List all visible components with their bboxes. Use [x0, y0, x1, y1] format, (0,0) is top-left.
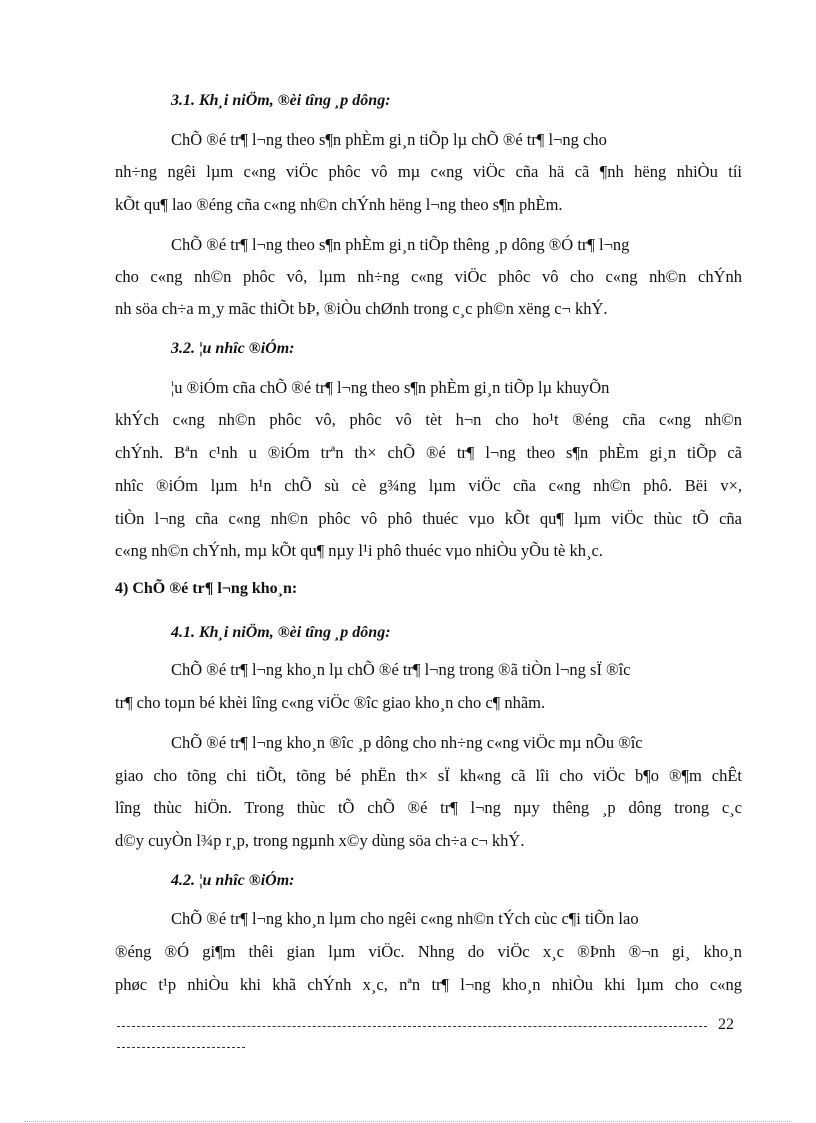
paragraph-line: cho c«ng nh©n phôc vô, lµm nh÷ng c«ng viÖc phôc vô cho c«ng nh©n chÝnh	[115, 267, 742, 286]
paragraph-line: nh÷ng ngêi lµm c«ng viÖc phôc vô mµ c«ng viÖc cña hä cã ¶nh hëng nhiÒu tíi	[115, 162, 742, 181]
heading-4-2: 4.2. ¦u nhîc ®iÓm:	[171, 872, 295, 889]
paragraph-line: kÕt qu¶ lao ®éng cña c«ng nh©n chÝnh hëng l¬ng theo s¶n phÈm.	[115, 195, 563, 214]
paragraph-line: tr¶ cho toµn bé khèi lîng c«ng viÖc ®îc giao kho¸n cho c¶ nhãm.	[115, 693, 546, 712]
heading-4-1: 4.1. Kh¸i niÖm, ®èi tîng ¸p dông:	[171, 624, 391, 641]
paragraph-line: giao cho tõng chi tiÕt, tõng bé phËn th× sÏ kh«ng cã lîi cho viÖc b¶o ®¶m chÊt	[115, 766, 742, 785]
paragraph-line: chÝnh. Bªn c¹nh u ®iÓm trªn th× chÕ ®é tr¶ l¬ng theo s¶n phÈm gi¸n tiÕp cã	[115, 443, 742, 462]
footer-rule	[117, 1026, 707, 1027]
paragraph-line: ChÕ ®é tr¶ l¬ng theo s¶n phÈm gi¸n tiÕp thêng ¸p dông ®Ó tr¶ l¬ng	[171, 235, 630, 254]
paragraph-line: nhîc ®iÓm lµm h¹n chÕ sù cè g¾ng lµm viÖc cña c«ng nh©n phô. Bëi v×,	[115, 476, 742, 495]
paragraph-line: nh söa ch÷a m¸y mãc thiÕt bÞ, ®iÒu chØnh trong c¸c ph©n xëng c¬ khÝ.	[115, 299, 608, 318]
paragraph-line: ChÕ ®é tr¶ l¬ng kho¸n lµm cho ngêi c«ng nh©n tÝch cùc c¶i tiÕn lao	[171, 909, 639, 928]
paragraph-line: ChÕ ®é tr¶ l¬ng theo s¶n phÈm gi¸n tiÕp lµ chÕ ®é tr¶ l¬ng cho	[171, 130, 607, 149]
paragraph-line: d©y cuyÒn l¾p r¸p, trong ngµnh x©y dùng söa ch÷a c¬ khÝ.	[115, 831, 525, 850]
page-number: 22	[718, 1016, 734, 1033]
heading-3-1: 3.1. Kh¸i niÖm, ®èi tîng ¸p dông:	[171, 92, 391, 109]
paragraph-line: khÝch c«ng nh©n phôc vô, phôc vô tèt h¬n cho ho¹t ®éng cña c«ng nh©n	[115, 410, 742, 429]
paragraph-line: ChÕ ®é tr¶ l¬ng kho¸n ®îc ¸p dông cho nh÷ng c«ng viÖc mµ nÕu ®îc	[171, 733, 643, 752]
paragraph-line: lîng thùc hiÖn. Trong thùc tÕ chÕ ®é tr¶ l¬ng nµy thêng ¸p dông trong c¸c	[115, 798, 742, 817]
paragraph-line: phøc t¹p nhiÒu khi khã chÝnh x¸c, nªn tr¶ l¬ng kho¸n nhiÒu khi lµm cho c«ng	[115, 975, 742, 994]
paragraph-line: tiÒn l¬ng cña c«ng nh©n phôc vô phô thuéc vµo kÕt qu¶ lµm viÖc thùc tÕ cña	[115, 509, 742, 528]
paragraph-line: c«ng nh©n chÝnh, mµ kÕt qu¶ nµy l¹i phô thuéc vµo nhiÒu yÕu tè kh¸c.	[115, 541, 603, 560]
paragraph-line: ChÕ ®é tr¶ l¬ng kho¸n lµ chÕ ®é tr¶ l¬ng trong ®ã tiÒn l¬ng sÏ ®îc	[171, 660, 631, 679]
heading-3-2: 3.2. ¦u nhîc ®iÓm:	[171, 340, 295, 357]
paragraph-line: ¦u ®iÓm cña chÕ ®é tr¶ l¬ng theo s¶n phÈm gi¸n tiÕp lµ khuyÕn	[171, 378, 610, 397]
footer-rule-short	[117, 1047, 245, 1048]
paragraph-line: ®éng ®Ó gi¶m thêi gian lµm viÖc. Nhng do viÖc x¸c ®Þnh ®¬n gi¸ kho¸n	[115, 942, 742, 961]
page-bottom-border	[24, 1121, 792, 1122]
heading-4: 4) ChÕ ®é tr¶ l¬ng kho¸n:	[115, 580, 298, 597]
